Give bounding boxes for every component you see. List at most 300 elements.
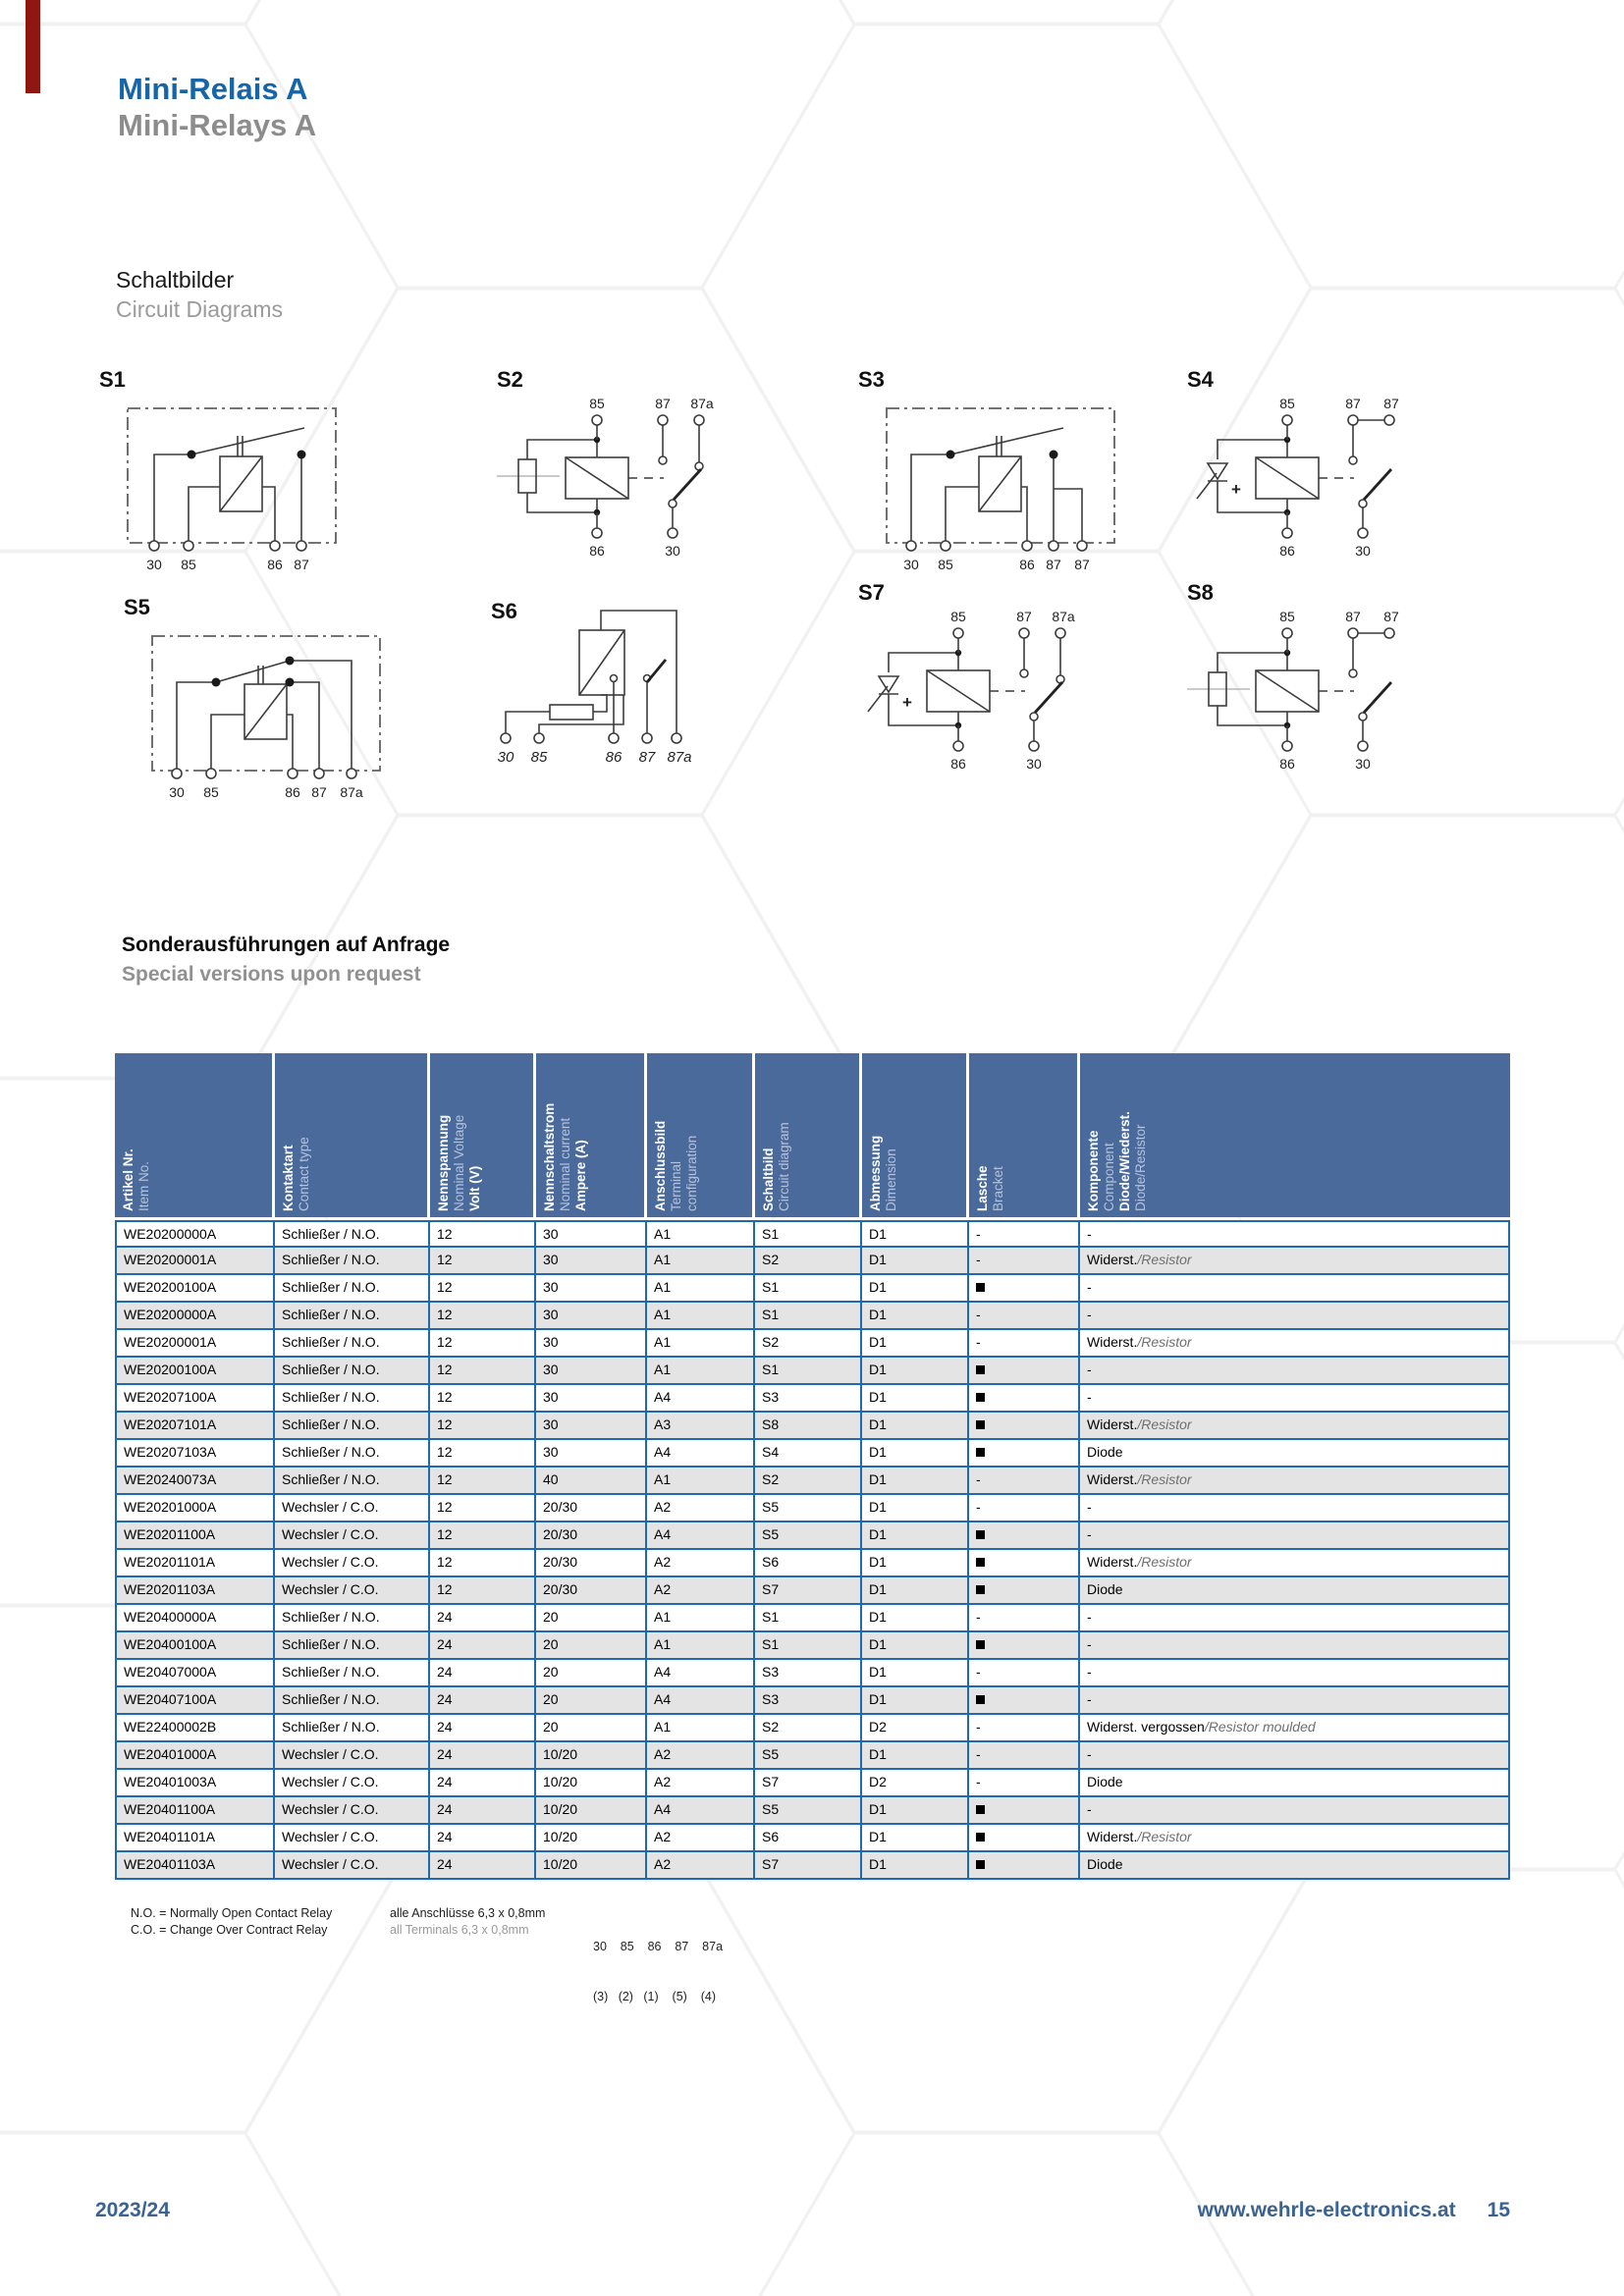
- terminal-label: 85: [589, 396, 605, 411]
- table-row: [117, 1605, 1508, 1632]
- contact-type-cell: Schließer / N.O.: [275, 1413, 430, 1438]
- terminal-label: 86: [1279, 543, 1295, 559]
- bracket-square-marker: [976, 1833, 985, 1842]
- circuit-ref-cell: S3: [755, 1660, 862, 1685]
- bracket-cell: [969, 1797, 1080, 1823]
- svg-text:+: +: [1231, 480, 1241, 499]
- contact-type-cell: Wechsler / C.O.: [275, 1770, 430, 1795]
- circuit-ref-cell: S7: [755, 1770, 862, 1795]
- voltage-cell: 12: [430, 1358, 536, 1383]
- bracket-cell: -: [969, 1303, 1080, 1328]
- contact-type-cell: Wechsler / C.O.: [275, 1550, 430, 1575]
- dimension-cell: D1: [862, 1385, 969, 1411]
- voltage-cell: 12: [430, 1440, 536, 1466]
- component-cell: -: [1087, 1664, 1092, 1680]
- table-row: [117, 1687, 1508, 1715]
- voltage-cell: 12: [430, 1248, 536, 1273]
- terminal-label: 30: [1355, 756, 1371, 772]
- component-cell: -: [1087, 1609, 1092, 1625]
- table-row: [117, 1577, 1508, 1605]
- terminal-config-cell: A2: [647, 1742, 755, 1768]
- header-de: Anschlussbild: [653, 1120, 668, 1211]
- bracket-cell: -: [969, 1770, 1080, 1795]
- dimension-cell: D1: [862, 1660, 969, 1685]
- circuit-ref-cell: S2: [755, 1248, 862, 1273]
- item-no-cell: WE20207103A: [117, 1440, 275, 1466]
- current-cell: 20: [536, 1687, 647, 1713]
- column-header-component: [1080, 1053, 1510, 1217]
- parts-table-header: [115, 1053, 1510, 1217]
- terminal-label: 87: [1383, 396, 1399, 411]
- voltage-cell: 24: [430, 1660, 536, 1685]
- header-de: Schaltbild: [761, 1148, 776, 1211]
- terminal-label: 86: [589, 543, 605, 559]
- page-title-block: [118, 71, 316, 143]
- bracket-square-marker: [976, 1805, 985, 1814]
- component-cell: Widerst./Resistor: [1087, 1471, 1192, 1487]
- current-cell: 20/30: [536, 1550, 647, 1575]
- dimension-cell: D1: [862, 1440, 969, 1466]
- section-special-versions-heading: [122, 931, 450, 989]
- terminal-label: 87: [1074, 557, 1090, 572]
- component-cell: Diode: [1087, 1581, 1123, 1597]
- table-row: [117, 1385, 1508, 1413]
- header-en: configuration: [684, 1135, 699, 1211]
- bracket-cell: [969, 1550, 1080, 1575]
- terminal-label: 30: [903, 557, 919, 572]
- current-cell: 30: [536, 1248, 647, 1273]
- current-cell: 10/20: [536, 1770, 647, 1795]
- circuit-ref-cell: S1: [755, 1275, 862, 1301]
- footer-website: www.wehrle-electronics.at: [1197, 2199, 1456, 2221]
- current-cell: 20: [536, 1715, 647, 1740]
- terminal-label: 30: [1355, 543, 1371, 559]
- bracket-square-marker: [976, 1365, 985, 1374]
- voltage-cell: 12: [430, 1522, 536, 1548]
- bracket-cell: -: [969, 1222, 1080, 1246]
- component-cell: -: [1087, 1746, 1092, 1762]
- dimension-cell: D1: [862, 1825, 969, 1850]
- contact-type-cell: Wechsler / C.O.: [275, 1742, 430, 1768]
- circuit-ref-cell: S2: [755, 1715, 862, 1740]
- header-de: Nennspannung: [436, 1114, 451, 1211]
- terminal-config-cell: A2: [647, 1825, 755, 1850]
- column-header-item-no: [115, 1053, 275, 1217]
- contact-type-cell: Wechsler / C.O.: [275, 1577, 430, 1603]
- bracket-cell: [969, 1385, 1080, 1411]
- page-corner-tab: [26, 0, 40, 93]
- component-cell: Diode: [1087, 1444, 1123, 1460]
- bracket-square-marker: [976, 1283, 985, 1292]
- diagram-label: S1: [99, 367, 126, 392]
- terminal-config-cell: A4: [647, 1440, 755, 1466]
- component-cell: Widerst./Resistor: [1087, 1554, 1192, 1570]
- table-row: [117, 1275, 1508, 1303]
- terminal-config-cell: A1: [647, 1275, 755, 1301]
- dimension-cell: D2: [862, 1770, 969, 1795]
- header-unit: Ampere (A): [573, 1140, 588, 1211]
- bracket-cell: [969, 1577, 1080, 1603]
- item-no-cell: WE20401100A: [117, 1797, 275, 1823]
- bracket-cell: [969, 1413, 1080, 1438]
- header-en: Nominal Voltage: [452, 1114, 466, 1211]
- dimension-cell: D1: [862, 1522, 969, 1548]
- header-en: Diode/Resistor: [1133, 1124, 1148, 1211]
- circuit-ref-cell: S4: [755, 1440, 862, 1466]
- item-no-cell: WE20201103A: [117, 1577, 275, 1603]
- header-en: Contact type: [297, 1137, 311, 1211]
- terminal-config-cell: A4: [647, 1797, 755, 1823]
- bracket-cell: -: [969, 1715, 1080, 1740]
- circuit-diagram-s4: [1181, 361, 1476, 597]
- parts-table-body: [115, 1220, 1510, 1880]
- voltage-cell: 12: [430, 1303, 536, 1328]
- terminal-config-cell: A1: [647, 1248, 755, 1273]
- terminal-config-cell: A2: [647, 1852, 755, 1878]
- dimension-cell: D1: [862, 1577, 969, 1603]
- current-cell: 20: [536, 1605, 647, 1630]
- table-row: [117, 1742, 1508, 1770]
- item-no-cell: WE20207100A: [117, 1385, 275, 1411]
- terminal-label: 30: [146, 557, 162, 572]
- bracket-cell: -: [969, 1495, 1080, 1521]
- table-row: [117, 1495, 1508, 1522]
- item-no-cell: WE20201100A: [117, 1522, 275, 1548]
- voltage-cell: 12: [430, 1330, 536, 1356]
- dimension-cell: D1: [862, 1550, 969, 1575]
- terminal-label: 87a: [690, 396, 714, 411]
- circuit-ref-cell: S5: [755, 1742, 862, 1768]
- column-header-terminal-config: [647, 1053, 755, 1217]
- voltage-cell: 12: [430, 1275, 536, 1301]
- page-title: Mini-Relais A: [118, 72, 308, 106]
- parts-table: [115, 1053, 1510, 1880]
- circuit-ref-cell: S8: [755, 1413, 862, 1438]
- svg-text:+: +: [902, 693, 912, 712]
- terminal-label: 86: [950, 756, 966, 772]
- bracket-cell: [969, 1358, 1080, 1383]
- header-de: Nennschaltstrom: [542, 1102, 557, 1211]
- circuit-ref-cell: S1: [755, 1303, 862, 1328]
- contact-type-cell: Schließer / N.O.: [275, 1385, 430, 1411]
- table-row: [117, 1330, 1508, 1358]
- item-no-cell: WE20201101A: [117, 1550, 275, 1575]
- contact-type-cell: Schließer / N.O.: [275, 1303, 430, 1328]
- component-cell: Diode: [1087, 1774, 1123, 1789]
- component-cell: Widerst./Resistor: [1087, 1416, 1192, 1432]
- contact-type-cell: Wechsler / C.O.: [275, 1522, 430, 1548]
- header-unit: Volt (V): [467, 1165, 482, 1211]
- voltage-cell: 12: [430, 1413, 536, 1438]
- item-no-cell: WE20400100A: [117, 1632, 275, 1658]
- column-header-bracket: [969, 1053, 1080, 1217]
- voltage-cell: 12: [430, 1577, 536, 1603]
- table-row: [117, 1660, 1508, 1687]
- column-header-dimension: [862, 1053, 969, 1217]
- header-en: Bracket: [991, 1166, 1005, 1211]
- contact-type-cell: Schließer / N.O.: [275, 1605, 430, 1630]
- bracket-cell: -: [969, 1330, 1080, 1356]
- item-no-cell: WE20401000A: [117, 1742, 275, 1768]
- circuit-ref-cell: S5: [755, 1797, 862, 1823]
- table-row: [117, 1358, 1508, 1385]
- terminal-label: 87: [1345, 396, 1361, 411]
- bracket-square-marker: [976, 1448, 985, 1457]
- header-de: Abmessung: [868, 1135, 883, 1211]
- header-en: Nominal current: [558, 1117, 572, 1211]
- terminal-config-cell: A4: [647, 1660, 755, 1685]
- terminal-label: 87a: [340, 784, 363, 800]
- current-cell: 40: [536, 1468, 647, 1493]
- table-row: [117, 1248, 1508, 1275]
- terminal-label: 87: [1016, 609, 1032, 624]
- footnote-pin-row: 30 85 86 87 87a: [593, 1940, 724, 1953]
- column-header-circuit-diagram: [755, 1053, 862, 1217]
- current-cell: 30: [536, 1303, 647, 1328]
- item-no-cell: WE20400000A: [117, 1605, 275, 1630]
- table-row: [117, 1468, 1508, 1495]
- table-row: [117, 1825, 1508, 1852]
- footer-right: [1198, 2199, 1510, 2222]
- table-row: [117, 1550, 1508, 1577]
- circuit-diagram-s1: [93, 361, 388, 597]
- circuit-ref-cell: S3: [755, 1385, 862, 1411]
- footnote-terminals-de: alle Anschlüsse 6,3 x 0,8mm: [390, 1906, 546, 1920]
- dimension-cell: D1: [862, 1632, 969, 1658]
- heading-special-versions: Special versions upon request: [122, 963, 421, 986]
- item-no-cell: WE20407100A: [117, 1687, 275, 1713]
- component-cell: -: [1087, 1362, 1092, 1377]
- bracket-cell: [969, 1687, 1080, 1713]
- component-cell: Widerst./Resistor: [1087, 1252, 1192, 1267]
- contact-type-cell: Schließer / N.O.: [275, 1330, 430, 1356]
- current-cell: 20: [536, 1632, 647, 1658]
- diagram-label: S2: [497, 367, 523, 392]
- footnote-terminals-en: all Terminals 6,3 x 0,8mm: [390, 1923, 529, 1937]
- item-no-cell: WE20200100A: [117, 1275, 275, 1301]
- terminal-label: 86: [267, 557, 283, 572]
- column-header-contact-type: [275, 1053, 430, 1217]
- terminal-config-cell: A4: [647, 1385, 755, 1411]
- circuit-diagram-s7: [852, 574, 1147, 810]
- current-cell: 30: [536, 1413, 647, 1438]
- diagram-label: S3: [858, 367, 885, 392]
- circuit-diagram-s6: [452, 589, 746, 825]
- circuit-ref-cell: S7: [755, 1852, 862, 1878]
- header-en: Item No.: [136, 1160, 151, 1211]
- circuit-ref-cell: S6: [755, 1550, 862, 1575]
- circuit-ref-cell: S7: [755, 1577, 862, 1603]
- component-cell: -: [1087, 1389, 1092, 1405]
- table-row: [117, 1770, 1508, 1797]
- terminal-label: 87: [638, 749, 656, 766]
- contact-type-cell: Wechsler / C.O.: [275, 1852, 430, 1878]
- contact-type-cell: Schließer / N.O.: [275, 1440, 430, 1466]
- bracket-cell: [969, 1522, 1080, 1548]
- contact-type-cell: Schließer / N.O.: [275, 1715, 430, 1740]
- item-no-cell: WE20240073A: [117, 1468, 275, 1493]
- current-cell: 10/20: [536, 1825, 647, 1850]
- terminal-config-cell: A2: [647, 1495, 755, 1521]
- diagram-label: S6: [491, 599, 517, 623]
- circuit-ref-cell: S2: [755, 1468, 862, 1493]
- contact-type-cell: Wechsler / C.O.: [275, 1495, 430, 1521]
- bracket-cell: [969, 1825, 1080, 1850]
- item-no-cell: WE20200100A: [117, 1358, 275, 1383]
- circuit-ref-cell: S2: [755, 1330, 862, 1356]
- dimension-cell: D1: [862, 1303, 969, 1328]
- terminal-label: 86: [1019, 557, 1035, 572]
- header-de: Diode/Wiederst.: [1117, 1111, 1132, 1211]
- circuit-ref-cell: S1: [755, 1358, 862, 1383]
- table-row: [117, 1632, 1508, 1660]
- dimension-cell: D1: [862, 1222, 969, 1246]
- terminal-label: 85: [530, 749, 548, 766]
- bracket-cell: [969, 1852, 1080, 1878]
- terminal-label: 86: [1279, 756, 1295, 772]
- bracket-cell: [969, 1275, 1080, 1301]
- header-de: Lasche: [975, 1165, 990, 1211]
- footnote-no: N.O. = Normally Open Contact Relay: [131, 1906, 333, 1920]
- component-cell: -: [1087, 1307, 1092, 1322]
- circuit-diagram-s2: [491, 361, 785, 597]
- contact-type-cell: Schließer / N.O.: [275, 1632, 430, 1658]
- terminal-config-cell: A1: [647, 1222, 755, 1246]
- diagram-label: S8: [1187, 580, 1214, 605]
- voltage-cell: 24: [430, 1715, 536, 1740]
- table-row: [117, 1715, 1508, 1742]
- bracket-square-marker: [976, 1558, 985, 1567]
- component-cell: -: [1087, 1691, 1092, 1707]
- terminal-label: 85: [203, 784, 219, 800]
- terminal-label: 87: [1046, 557, 1061, 572]
- dimension-cell: D1: [862, 1413, 969, 1438]
- diagram-label: S5: [124, 595, 150, 619]
- circuit-ref-cell: S5: [755, 1495, 862, 1521]
- component-cell: Widerst./Resistor: [1087, 1829, 1192, 1844]
- circuit-diagram-s3: [852, 361, 1147, 597]
- item-no-cell: WE20200001A: [117, 1248, 275, 1273]
- footnote-contact-definitions: [131, 1905, 332, 1939]
- voltage-cell: 24: [430, 1797, 536, 1823]
- header-en: Component: [1102, 1143, 1116, 1211]
- footnote-co: C.O. = Change Over Contract Relay: [131, 1923, 328, 1937]
- terminal-label: 30: [497, 749, 514, 766]
- item-no-cell: WE20401103A: [117, 1852, 275, 1878]
- component-cell: -: [1087, 1279, 1092, 1295]
- table-row: [117, 1413, 1508, 1440]
- item-no-cell: WE20401003A: [117, 1770, 275, 1795]
- terminal-config-cell: A1: [647, 1358, 755, 1383]
- terminal-label: 30: [169, 784, 185, 800]
- current-cell: 10/20: [536, 1797, 647, 1823]
- current-cell: 20/30: [536, 1577, 647, 1603]
- contact-type-cell: Schließer / N.O.: [275, 1687, 430, 1713]
- terminal-config-cell: A2: [647, 1770, 755, 1795]
- dimension-cell: D1: [862, 1275, 969, 1301]
- contact-type-cell: Schließer / N.O.: [275, 1275, 430, 1301]
- voltage-cell: 12: [430, 1385, 536, 1411]
- bracket-square-marker: [976, 1420, 985, 1429]
- contact-type-cell: Schließer / N.O.: [275, 1248, 430, 1273]
- component-cell: -: [1087, 1226, 1092, 1242]
- component-cell: Widerst./Resistor: [1087, 1334, 1192, 1350]
- bracket-square-marker: [976, 1530, 985, 1539]
- dimension-cell: D1: [862, 1495, 969, 1521]
- item-no-cell: WE20407000A: [117, 1660, 275, 1685]
- terminal-label: 85: [938, 557, 953, 572]
- current-cell: 10/20: [536, 1852, 647, 1878]
- component-cell: Widerst. vergossen/Resistor moulded: [1087, 1719, 1316, 1735]
- bracket-cell: -: [969, 1468, 1080, 1493]
- footnote-pin-numbers: [593, 1905, 723, 2039]
- contact-type-cell: Schließer / N.O.: [275, 1660, 430, 1685]
- bracket-square-marker: [976, 1585, 985, 1594]
- terminal-label: 86: [605, 749, 623, 766]
- component-cell: -: [1087, 1801, 1092, 1817]
- diagram-label: S7: [858, 580, 885, 605]
- item-no-cell: WE20200000A: [117, 1303, 275, 1328]
- current-cell: 30: [536, 1330, 647, 1356]
- item-no-cell: WE20401101A: [117, 1825, 275, 1850]
- heading-circuit-diagrams: Circuit Diagrams: [116, 296, 283, 322]
- terminal-config-cell: A4: [647, 1522, 755, 1548]
- bracket-cell: [969, 1632, 1080, 1658]
- circuit-ref-cell: S1: [755, 1222, 862, 1246]
- bracket-square-marker: [976, 1695, 985, 1704]
- voltage-cell: 12: [430, 1495, 536, 1521]
- voltage-cell: 24: [430, 1825, 536, 1850]
- circuit-ref-cell: S1: [755, 1632, 862, 1658]
- contact-type-cell: Schließer / N.O.: [275, 1468, 430, 1493]
- bracket-cell: -: [969, 1660, 1080, 1685]
- diagram-label: S4: [1187, 367, 1214, 392]
- heading-sonderausfuehrungen: Sonderausführungen auf Anfrage: [122, 934, 451, 956]
- terminal-label: 86: [285, 784, 300, 800]
- column-header-current: [536, 1053, 647, 1217]
- table-row: [117, 1220, 1508, 1248]
- circuit-diagram-s8: [1181, 574, 1476, 810]
- item-no-cell: WE20201000A: [117, 1495, 275, 1521]
- terminal-label: 87: [294, 557, 309, 572]
- contact-type-cell: Schließer / N.O.: [275, 1358, 430, 1383]
- current-cell: 30: [536, 1222, 647, 1246]
- component-cell: Diode: [1087, 1856, 1123, 1872]
- table-row: [117, 1440, 1508, 1468]
- component-cell: -: [1087, 1499, 1092, 1515]
- header-de: Komponente: [1086, 1130, 1101, 1211]
- terminal-label: 87: [655, 396, 671, 411]
- item-no-cell: WE20200001A: [117, 1330, 275, 1356]
- terminal-label: 87a: [667, 749, 692, 766]
- header-en: Dimension: [884, 1148, 898, 1211]
- column-header-voltage: [430, 1053, 536, 1217]
- voltage-cell: 24: [430, 1605, 536, 1630]
- header-en: Circuit diagram: [777, 1122, 791, 1211]
- bracket-cell: -: [969, 1742, 1080, 1768]
- terminal-config-cell: A1: [647, 1605, 755, 1630]
- item-no-cell: WE22400002B: [117, 1715, 275, 1740]
- heading-schaltbilder: Schaltbilder: [116, 267, 235, 293]
- dimension-cell: D1: [862, 1358, 969, 1383]
- voltage-cell: 24: [430, 1632, 536, 1658]
- terminal-label: 85: [1279, 396, 1295, 411]
- dimension-cell: D1: [862, 1468, 969, 1493]
- terminal-label: 87: [1383, 609, 1399, 624]
- header-de: Kontaktart: [281, 1145, 296, 1211]
- table-row: [117, 1797, 1508, 1825]
- voltage-cell: 12: [430, 1222, 536, 1246]
